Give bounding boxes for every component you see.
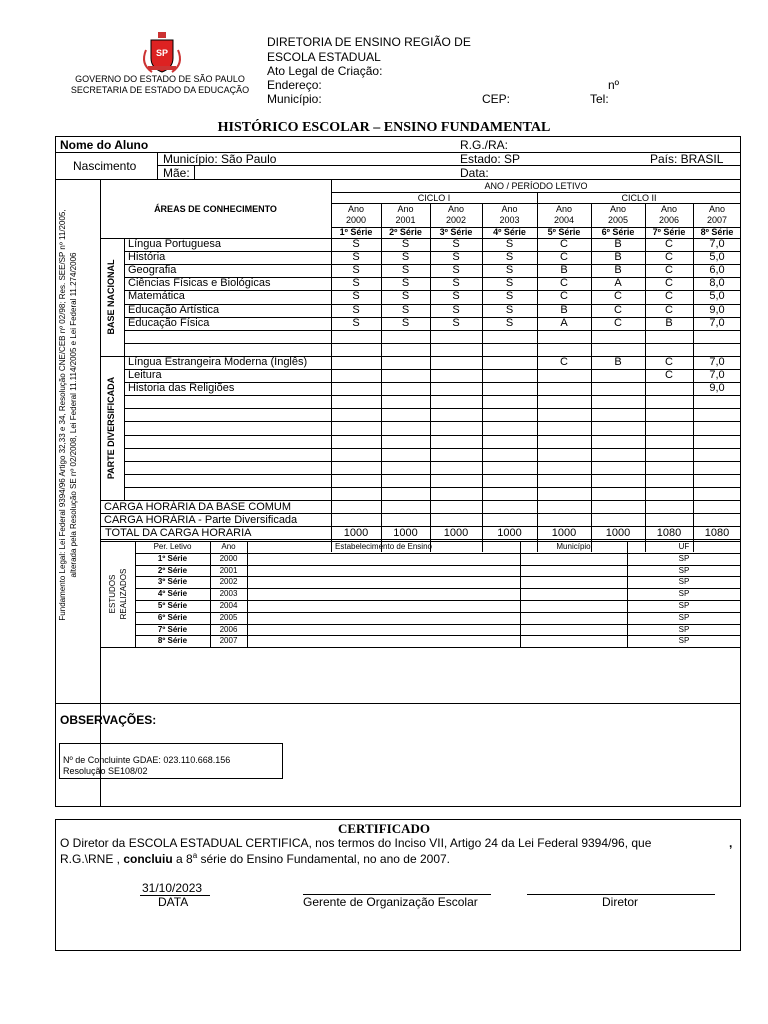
certificado-title: CERTIFICADO [338, 821, 430, 836]
total-cell: 1000 [393, 527, 418, 539]
grade-cell: C [560, 251, 568, 263]
grade-cell: S [505, 251, 514, 263]
serie-label: 4º Série [493, 227, 526, 237]
areas-label: ÁREAS DE CONHECIMENTO [154, 204, 277, 214]
studies-serie: 7º Série [157, 625, 188, 634]
grade-cell: C [665, 251, 673, 263]
government-header [62, 74, 258, 96]
studies-ano: 2005 [219, 613, 238, 622]
year-label: 2006 [658, 215, 680, 225]
certificado-text-2 [60, 852, 450, 865]
grade-cell: S [352, 238, 360, 250]
subject-name: Geografia [128, 264, 177, 276]
svg-text:SP: SP [155, 48, 169, 58]
total-cell: 1080 [656, 527, 682, 539]
subject-name: Ciências Físicas e Biológicas [128, 277, 271, 289]
fundamento-legal-line-2: alterada pela Resolução SE nº 02/2008, Lei Federal 11.114/2005 e Lei Federal 11.274/2006 [69, 252, 78, 578]
fundamento-legal-line-1: Fundamento Legal: Lei Federal 9394/96 Artigo 32,33 e 34, Resolução CNE/CEB nº 02/98; Res. SEE/SP nº 11/2005, [58, 209, 67, 621]
grade-cell: 8,0 [709, 277, 725, 289]
total-label: TOTAL DA CARGA HORARIA [105, 527, 252, 539]
studies-uf: SP [678, 613, 690, 622]
concluinte-gdae: Nº de Concluinte GDAE: 023.110.668.156 [63, 755, 231, 765]
studies-col-uf: UF [678, 542, 690, 551]
grade-cell: B [665, 317, 673, 329]
grade-cell: C [560, 356, 568, 368]
grade-cell: 9,0 [709, 382, 725, 394]
grade-cell: S [452, 277, 460, 289]
studies-serie: 2º Série [157, 566, 188, 575]
ano-label: Ano [397, 204, 414, 214]
observacoes-label: OBSERVAÇÕES: [60, 713, 157, 727]
grade-cell: S [505, 277, 514, 289]
total-cell: 1080 [704, 527, 730, 539]
cep-label: CEP: [482, 92, 511, 106]
diretor-caption: Diretor [602, 895, 639, 909]
studies-serie: 8º Série [157, 636, 188, 645]
total-cell: 1000 [497, 527, 522, 539]
serie-label: 1º Série [339, 227, 373, 237]
year-label: 2007 [706, 215, 728, 225]
grade-cell: B [614, 264, 622, 276]
grade-cell: C [665, 369, 673, 381]
grade-cell: S [505, 290, 514, 302]
grade-cell: B [560, 264, 568, 276]
studies-ano: 2007 [219, 636, 238, 645]
studies-ano: 2002 [219, 577, 238, 586]
ano-label: Ano [660, 204, 677, 214]
mae-label: Mãe: [163, 166, 190, 180]
pais-nasc: País: BRASIL [650, 152, 724, 166]
subject-name: Educação Artística [128, 304, 220, 316]
serie-number: a 8 [172, 852, 193, 866]
grade-cell: S [505, 238, 514, 250]
grade-cell: S [352, 304, 360, 316]
grade-cell: C [665, 238, 673, 250]
grade-cell: S [401, 290, 410, 302]
grade-cell: 7,0 [709, 317, 725, 329]
serie-sup: a [192, 851, 198, 860]
subject-name: História [128, 251, 166, 263]
resolucao-se: Resolução SE108/02 [63, 766, 148, 776]
carga-parte-label: CARGA HORÁRIA - Parte Diversificada [104, 514, 298, 526]
year-label: 2005 [607, 215, 629, 225]
studies-ano: 2001 [219, 566, 238, 575]
subject-name: Matemática [128, 290, 185, 302]
serie-label: 6º Série [601, 227, 635, 237]
total-cell: 1000 [443, 527, 469, 539]
year-label: 2002 [445, 215, 467, 225]
rg-ra-label: R.G./RA: [460, 138, 509, 152]
grade-cell: B [560, 304, 568, 316]
estudos-realizados-label: ESTUDOS REALIZADOS [108, 568, 128, 620]
studies-uf: SP [678, 625, 690, 634]
serie-label: 5º Série [547, 227, 581, 237]
grade-cell: 5,0 [709, 290, 725, 302]
studies-serie: 1º Série [157, 554, 188, 563]
grade-cell: S [452, 251, 460, 263]
studies-uf: SP [678, 589, 690, 598]
studies-ano: 2000 [219, 554, 238, 563]
numero-label: nº [608, 78, 620, 92]
year-label: 2003 [499, 215, 520, 225]
gerente-caption: Gerente de Organização Escolar [303, 895, 478, 909]
grade-cell: S [401, 304, 410, 316]
concluiu: concluiu [123, 852, 173, 866]
subject-name: Historia das Religiões [128, 382, 235, 394]
ano-label: Ano [555, 204, 572, 214]
subject-name: Língua Estrangeira Moderna (Inglês) [128, 356, 308, 368]
studies-serie: 6º Série [157, 613, 188, 622]
grade-cell: 7,0 [709, 238, 725, 250]
grade-cell: C [614, 304, 622, 316]
total-cell: 1000 [605, 527, 631, 539]
grade-cell: 7,0 [709, 356, 725, 368]
grade-cell: S [505, 304, 514, 316]
gov-line-1: GOVERNO DO ESTADO DE SÃO PAULO [75, 74, 245, 84]
grade-cell: S [352, 317, 360, 329]
page-title: HISTÓRICO ESCOLAR – ENSINO FUNDAMENTAL [217, 120, 551, 135]
nome-aluno-label: Nome do Aluno [60, 138, 149, 152]
grade-cell: 5,0 [709, 251, 725, 263]
studies-col-estab: Estabelecimento de Ensino [335, 542, 432, 551]
grade-cell: S [452, 290, 460, 302]
grade-cell: B [614, 251, 622, 263]
grade-cell: C [665, 304, 673, 316]
grade-cell: 9,0 [709, 304, 725, 316]
rg-rne: R.G.\RNE , [60, 852, 124, 866]
grade-cell: S [452, 304, 460, 316]
ano-label: Ano [708, 204, 725, 214]
ano-label: Ano [609, 204, 626, 214]
total-cell: 1000 [551, 527, 577, 539]
grade-cell: B [614, 238, 622, 250]
grade-cell: S [505, 317, 514, 329]
grade-cell: C [560, 277, 568, 289]
certificado-comma: , [729, 836, 733, 850]
total-cell: 1000 [343, 527, 369, 539]
nascimento-label: Nascimento [73, 159, 137, 173]
ano-label: Ano [501, 204, 518, 214]
grade-cell: S [452, 317, 460, 329]
grade-cell: S [352, 251, 360, 263]
grade-cell: C [665, 277, 673, 289]
gov-line-2: SECRETARIA DE ESTADO DA EDUCAÇÃO [70, 85, 250, 95]
grade-cell: S [401, 264, 410, 276]
grade-cell: C [560, 238, 568, 250]
data-value: 31/10/2023 [142, 881, 203, 895]
subject-name: Leitura [128, 369, 162, 381]
studies-col-periodo: Per. Letivo [153, 542, 192, 551]
certificado-text-2-end: série do Ensino Fundamental, no ano de 2007. [197, 852, 450, 866]
studies-serie: 5º Série [157, 601, 188, 610]
base-nacional-label: BASE NACIONAL [105, 259, 116, 335]
grade-cell: S [401, 277, 410, 289]
studies-col-ano: Ano [221, 542, 236, 551]
serie-label: 7º Série [652, 227, 686, 237]
subject-name: Língua Portuguesa [128, 238, 221, 250]
grade-cell: C [665, 290, 673, 302]
studies-uf: SP [678, 601, 690, 610]
year-label: 2000 [345, 215, 367, 225]
serie-label: 8º Série [700, 227, 734, 237]
tel-label: Tel: [590, 92, 609, 106]
year-label: 2001 [395, 215, 416, 225]
grade-cell: S [352, 290, 360, 302]
studies-ano: 2004 [219, 601, 238, 610]
grade-cell: C [614, 290, 622, 302]
ciclo2-label: CICLO II [621, 193, 657, 203]
grade-cell: S [401, 238, 410, 250]
studies-uf: SP [678, 636, 690, 645]
estado-nasc: Estado: SP [460, 152, 521, 166]
grade-cell: C [614, 317, 622, 329]
studies-col-municipio: Município [556, 542, 591, 551]
serie-label: 2º Série [389, 227, 422, 237]
periodo-label: ANO / PERÍODO LETIVO [484, 181, 588, 191]
fundamento-legal [57, 185, 79, 645]
grade-cell: S [505, 264, 514, 276]
escola-label: ESCOLA ESTADUAL [267, 50, 381, 64]
ato-legal-label: Ato Legal de Criação: [267, 64, 383, 78]
carga-base-label: CARGA HORÁRIA DA BASE COMUM [104, 501, 292, 513]
grade-cell: S [352, 277, 360, 289]
data-label: Data: [460, 166, 489, 180]
studies-ano: 2006 [219, 625, 238, 634]
studies-uf: SP [678, 554, 690, 563]
ano-label: Ano [447, 204, 464, 214]
diretoria-label: DIRETORIA DE ENSINO REGIÃO DE [267, 35, 471, 49]
studies-serie: 3º Série [157, 577, 188, 586]
grade-cell: S [401, 251, 410, 263]
studies-uf: SP [678, 577, 690, 586]
endereco-label: Endereço: [267, 78, 322, 92]
subject-name: Educação Física [128, 317, 210, 329]
year-label: 2004 [553, 215, 575, 225]
grade-cell: S [352, 264, 360, 276]
grade-cell: S [452, 264, 460, 276]
grade-cell: 6,0 [709, 264, 725, 276]
grade-cell: B [614, 356, 622, 368]
grade-cell: C [665, 264, 673, 276]
certificado-text-1: O Diretor da ESCOLA ESTADUAL CERTIFICA, nos termos do Inciso VII, Artigo 24 da Lei Federal 9394/96, que [60, 836, 652, 850]
serie-label: 3º Série [439, 227, 473, 237]
grade-cell: C [560, 290, 568, 302]
studies-ano: 2003 [219, 589, 238, 598]
state-seal-icon [138, 30, 186, 76]
grade-cell: S [401, 317, 410, 329]
studies-uf: SP [678, 566, 690, 575]
municipio-label: Município: [267, 92, 322, 106]
grade-cell: A [614, 277, 622, 289]
ano-label: Ano [347, 204, 364, 214]
grade-cell: C [665, 356, 673, 368]
municipio-nasc: Município: São Paulo [163, 152, 277, 166]
parte-diversificada-label: PARTE DIVERSIFICADA [105, 376, 116, 480]
ciclo1-label: CICLO I [417, 193, 451, 203]
grade-cell: S [452, 238, 460, 250]
studies-serie: 4º Série [157, 589, 188, 598]
grade-cell: A [560, 317, 568, 329]
data-caption: DATA [158, 895, 189, 909]
grade-cell: 7,0 [709, 369, 725, 381]
